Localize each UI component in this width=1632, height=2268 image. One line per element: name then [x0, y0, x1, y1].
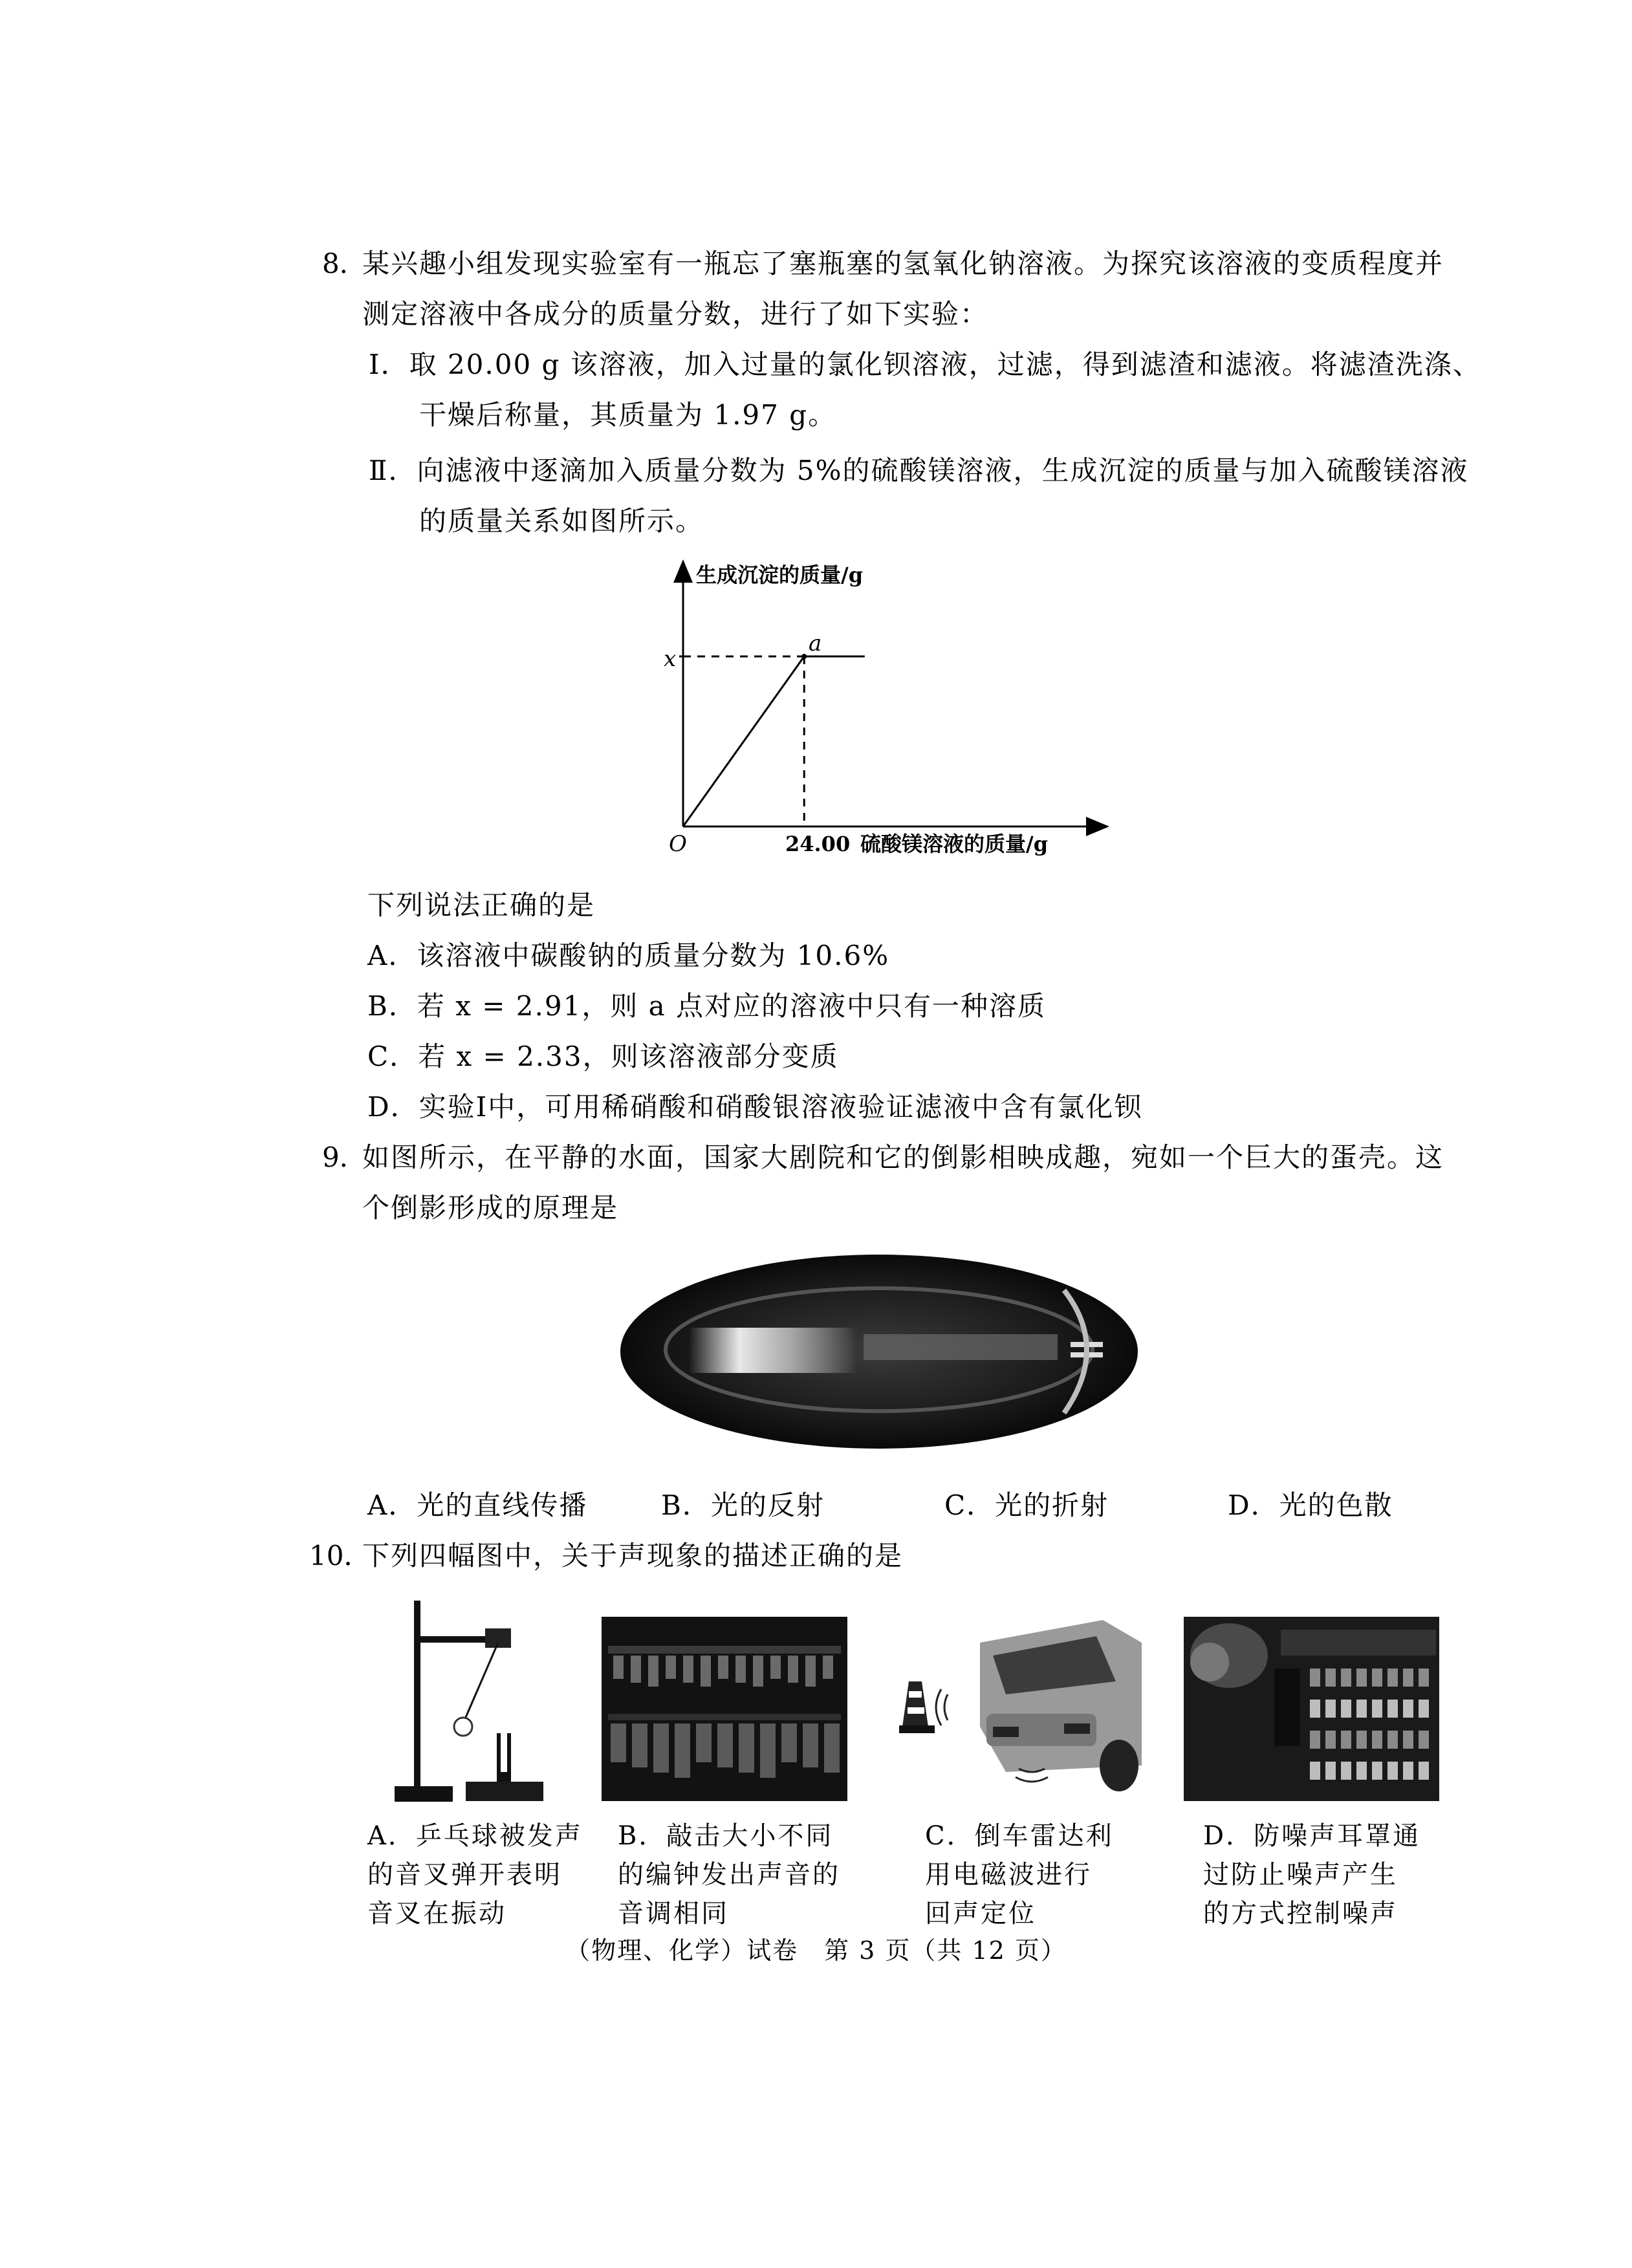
question-10-caption-c-line1: C．倒车雷达利: [925, 1821, 1114, 1851]
question-10-caption-d-line3: 的方式控制噪声: [1203, 1899, 1398, 1928]
question-9-option-b: B．光的反射: [661, 1489, 825, 1521]
question-8-option-b: B．若 x = 2.91，则 a 点对应的溶液中只有一种溶质: [367, 990, 1047, 1022]
question-10-caption-a-line3: 音叉在振动: [367, 1899, 506, 1928]
question-8-text-line1: 某兴趣小组发现实验室有一瓶忘了塞瓶塞的氢氧化钠溶液。为探究该溶液的变质程度并: [362, 248, 1444, 279]
question-8-text-line2: 测定溶液中各成分的质量分数，进行了如下实验：: [362, 298, 989, 330]
chime-bell: [788, 1656, 798, 1683]
chime-bell: [611, 1723, 626, 1762]
factory-machine: [1387, 1762, 1398, 1780]
chime-bell: [781, 1723, 797, 1762]
chart-origin-label: O: [669, 831, 687, 857]
chime-bell: [718, 1656, 728, 1679]
page-footer: （物理、化学）试卷 第 3 页（共 12 页）: [565, 1936, 1067, 1965]
chime-bell: [735, 1656, 746, 1683]
factory-machine: [1387, 1731, 1398, 1749]
factory-machine: [1310, 1731, 1320, 1749]
chime-bell: [803, 1723, 818, 1767]
chart-point-a-label: a: [809, 631, 822, 656]
factory-machine: [1387, 1669, 1398, 1687]
chime-bell: [701, 1656, 711, 1687]
question-10-caption-b-line3: 音调相同: [618, 1899, 729, 1928]
factory-machine: [1325, 1700, 1336, 1718]
factory-machine: [1387, 1700, 1398, 1718]
factory-machine: [1419, 1669, 1429, 1687]
factory-machine: [1419, 1700, 1429, 1718]
national-grand-theater-reflection-photo: [618, 1251, 1140, 1452]
chart-x-tick-label: 24.00: [785, 832, 851, 856]
factory-machine: [1310, 1700, 1320, 1718]
factory-machine: [1310, 1762, 1320, 1780]
question-8-step2-line2: 的质量关系如图所示。: [419, 505, 704, 537]
chime-bell: [683, 1656, 693, 1683]
factory-machine: [1372, 1669, 1382, 1687]
factory-machine: [1341, 1700, 1351, 1718]
chime-bell: [739, 1723, 754, 1773]
chime-bell: [760, 1723, 776, 1778]
factory-machine: [1372, 1700, 1382, 1718]
factory-machine: [1403, 1700, 1413, 1718]
chime-bells-photo: [602, 1617, 847, 1801]
question-9-option-d: D．光的色散: [1228, 1489, 1393, 1521]
factory-machine: [1419, 1762, 1429, 1780]
factory-machine: [1356, 1700, 1367, 1718]
chime-bell: [696, 1723, 712, 1762]
question-10-caption-d-line2: 过防止噪声产生: [1203, 1860, 1398, 1890]
factory-machine: [1356, 1731, 1367, 1749]
factory-ear-protection-photo: [1184, 1617, 1439, 1801]
factory-machine: [1356, 1669, 1367, 1687]
question-8-option-a: A．该溶液中碳酸钠的质量分数为 10.6%: [367, 940, 890, 971]
question-10-caption-c-line3: 回声定位: [925, 1899, 1036, 1928]
precipitate-mass-chart: [647, 556, 1113, 867]
question-8-option-c: C．若 x = 2.33，则该溶液部分变质: [367, 1041, 839, 1072]
chime-bell: [717, 1723, 733, 1767]
chart-point-a: [801, 654, 807, 659]
factory-machine: [1356, 1762, 1367, 1780]
question-8-option-d: D．实验Ⅰ中，可用稀硝酸和硝酸银溶液验证滤液中含有氯化钡: [367, 1091, 1143, 1123]
question-9-text-line2: 个倒影形成的原理是: [362, 1192, 619, 1224]
chime-bell: [824, 1723, 840, 1773]
factory-machine: [1325, 1762, 1336, 1780]
tuning-fork-ping-pong-photo: [388, 1597, 550, 1804]
chime-bell: [648, 1656, 658, 1687]
chart-y-axis-label: 生成沉淀的质量/g: [696, 563, 864, 587]
question-10-prompt: 下列四幅图中，关于声现象的描述正确的是: [362, 1540, 904, 1571]
chime-bell: [770, 1656, 781, 1679]
question-9-number: 9．: [322, 1141, 367, 1173]
chart-marks: [679, 654, 865, 826]
chart-y-tick-label: x: [664, 646, 677, 672]
question-9-option-c: C．光的折射: [944, 1489, 1109, 1521]
question-10-caption-a-line1: A．乒乓球被发声: [367, 1821, 583, 1851]
chart-x-axis-label: 硫酸镁溶液的质量/g: [860, 832, 1049, 856]
chime-bell: [631, 1656, 641, 1683]
chime-bell: [805, 1656, 816, 1687]
factory-machine: [1341, 1762, 1351, 1780]
question-10-caption-b-line1: B．敲击大小不同: [618, 1821, 834, 1851]
chime-bell: [823, 1656, 833, 1679]
question-9-text-line1: 如图所示，在平静的水面，国家大剧院和它的倒影相映成趣，宛如一个巨大的蛋壳。这: [362, 1141, 1444, 1173]
factory-machine: [1419, 1731, 1429, 1749]
question-8-step2-line1: Ⅱ．向滤液中逐滴加入质量分数为 5%的硫酸镁溶液，生成沉淀的质量与加入硫酸镁溶液: [369, 455, 1469, 486]
factory-machine: [1325, 1731, 1336, 1749]
factory-machine: [1403, 1669, 1413, 1687]
question-10-caption-a-line2: 的音叉弹开表明: [367, 1860, 562, 1890]
factory-machine: [1310, 1669, 1320, 1687]
chime-bell: [653, 1723, 669, 1773]
chime-bell: [632, 1723, 647, 1767]
reversing-radar-car-photo: [889, 1617, 1142, 1801]
factory-machine: [1403, 1731, 1413, 1749]
question-9-option-a: A．光的直线传播: [367, 1489, 588, 1521]
factory-machine: [1341, 1731, 1351, 1749]
question-8-step1-line1: Ⅰ．取 20.00 g 该溶液，加入过量的氯化钡溶液，过滤，得到滤渣和滤液。将滤渣洗涤、: [369, 349, 1481, 380]
factory-machine: [1341, 1669, 1351, 1687]
question-10-caption-d-line1: D．防噪声耳罩通: [1203, 1821, 1421, 1851]
chime-bell: [675, 1723, 690, 1778]
question-10-caption-b-line2: 的编钟发出声音的: [618, 1860, 840, 1890]
question-10-caption-c-line2: 用电磁波进行: [925, 1860, 1092, 1890]
chime-bell: [613, 1656, 624, 1679]
factory-machine: [1372, 1762, 1382, 1780]
chart-series-line: [683, 656, 865, 826]
question-10-number: 10．: [309, 1540, 371, 1571]
factory-machine: [1403, 1762, 1413, 1780]
factory-machine: [1372, 1731, 1382, 1749]
chime-bell: [753, 1656, 763, 1687]
question-8-step1-line2: 干燥后称量，其质量为 1.97 g。: [419, 399, 837, 431]
question-8-number: 8．: [322, 248, 367, 279]
question-8-prompt: 下列说法正确的是: [367, 889, 596, 921]
chime-bell: [666, 1656, 676, 1679]
factory-machine: [1325, 1669, 1336, 1687]
